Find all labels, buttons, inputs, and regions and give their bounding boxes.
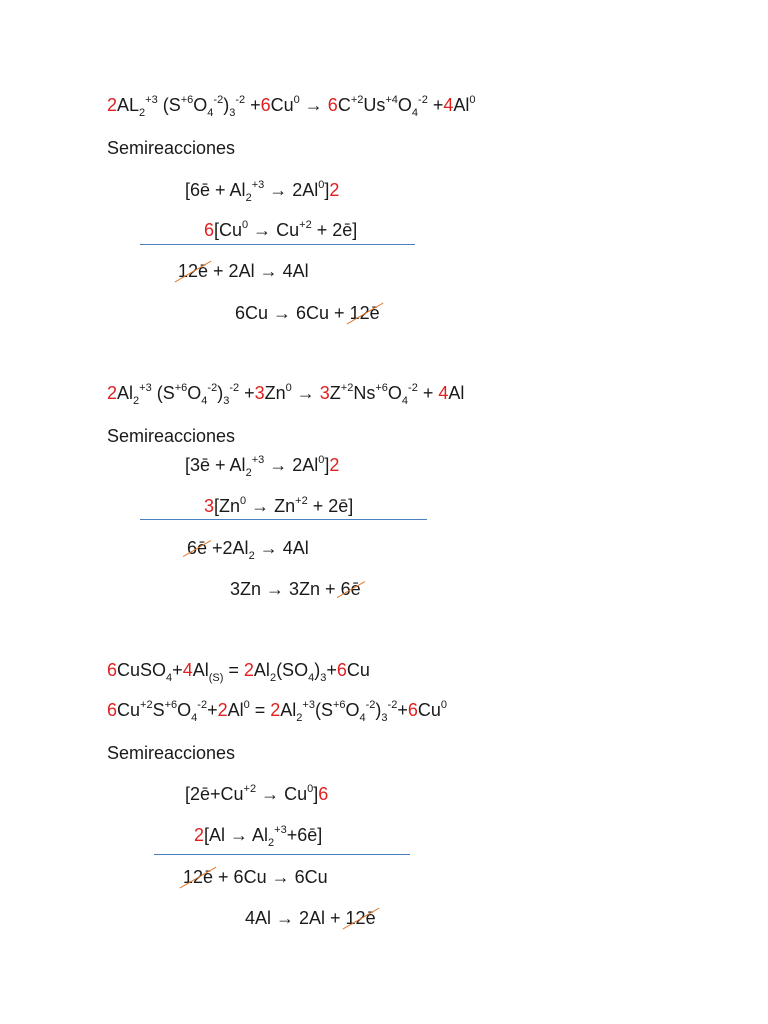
cancelled-electrons: 12ē	[183, 867, 214, 887]
half-reaction-2b: $3[Zn^0 \to Zn^{+2}$ + 2ē]	[204, 495, 354, 516]
sum-divider-2	[140, 519, 427, 520]
half-reaction-3a: $[2ē+Cu^{+2} \to Cu^0]6$	[185, 783, 329, 804]
cancelled-electrons: 12ē	[349, 303, 380, 323]
cancelled-electrons: 6ē	[187, 538, 208, 558]
cancelled-electrons: 12ē	[345, 908, 376, 928]
heading-semireacciones-3: Semireacciones	[107, 743, 236, 763]
half-reaction-1a: [6ē + $Al_2^{+3} \to 2Al^0]2$	[185, 179, 340, 204]
equation-3-oxidation: $6Cu^{+2}S^{+6}O_4^{-2}+2Al^0 = 2Al_2^{+3}(S^{+6}O_4^{-2})_3^{-2}+6Cu^0$	[107, 699, 447, 724]
half-reaction-2a: [3ē + $Al_2^{+3} \to 2Al^0]2$	[185, 454, 340, 479]
sum-line-3a: 12ē + 6Cu → 6Cu	[183, 867, 328, 887]
sum-line-2a: 6ē $+2Al_2 \to 4Al$	[187, 538, 309, 562]
sum-line-1a: 12ē + 2Al → 4Al	[178, 261, 309, 281]
cancelled-electrons: 12ē	[178, 261, 209, 281]
sum-line-3b: 4Al → 2Al + 12ē	[245, 908, 376, 928]
sum-divider-1	[140, 244, 415, 245]
equation-3-molecular: $6CuSO_4+4Al_{(S)} = 2Al_2(SO_4)_3+6Cu$	[107, 660, 370, 684]
cancelled-electrons: 6ē	[340, 579, 361, 599]
equation-2: $2Al_2^{+3}$ $(S^{+6}O_4^{-2})_3^{-2} +3Zn^0 \to 3Z^{+2}Ns^{+6}O_4^{-2} + 4Al$	[107, 382, 465, 407]
equation-1: $2AL_2^{+3}$ $(S^{+6}O_4^{-2})_3^{-2} +6Cu^0 \to 6C^{+2}Us^{+4}O_4^{-2} +4Al^0$	[107, 94, 476, 119]
sum-line-1b: 6Cu → 6Cu + 12ē	[235, 303, 380, 323]
half-reaction-1b: $6[Cu^0 \to Cu^{+2}$ + 2ē]	[204, 219, 358, 240]
sum-divider-3	[154, 854, 410, 855]
sum-line-2b: 3Zn → 3Zn + 6ē	[230, 579, 361, 599]
heading-semireacciones-1: Semireacciones	[107, 138, 236, 158]
heading-semireacciones-2: Semireacciones	[107, 426, 236, 446]
half-reaction-3b: $2[Al \to Al_2^{+3}+6ē]$	[194, 824, 323, 849]
